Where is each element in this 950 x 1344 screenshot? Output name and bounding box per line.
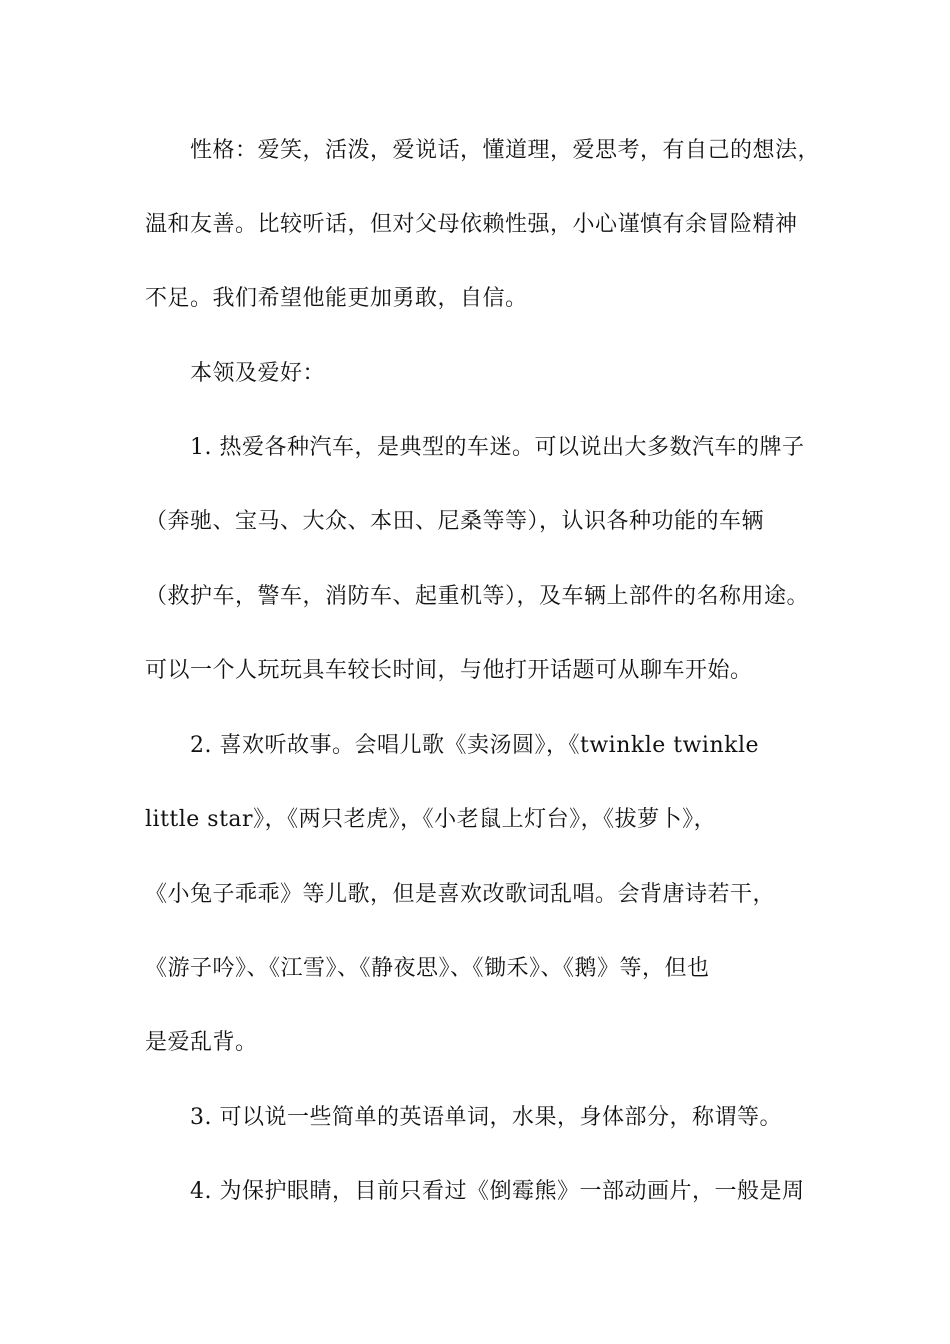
list-item-line: little star》，《两只老虎》，《小老鼠上灯台》，《拔萝卜》， <box>145 807 717 832</box>
paragraph-line: 温和友善。比较听话，但对父母依赖性强，小心谨慎有余冒险精神 <box>145 212 798 237</box>
paragraph-line: 不足。我们希望他能更加勇敢，自信。 <box>145 286 528 311</box>
list-item-line: 《游子吟》、《江雪》、《静夜思》、《锄禾》、《鹅》等，但也 <box>145 956 710 981</box>
section-heading: 本领及爱好： <box>190 361 326 386</box>
list-item-line: 1. 热爱各种汽车，是典型的车迷。可以说出大多数汽车的牌子 <box>190 435 805 460</box>
list-item-line: 《小兔子乖乖》等儿歌，但是喜欢改歌词乱唱。会背唐诗若干， <box>145 882 776 907</box>
list-item-line: 4. 为保护眼睛，目前只看过《倒霉熊》一部动画片，一般是周 <box>190 1179 805 1204</box>
paragraph-line: 性格：爱笑，活泼，爱说话，懂道理，爱思考，有自己的想法， <box>190 138 821 163</box>
list-item-line: （奔驰、宝马、大众、本田、尼桑等等），认识各种功能的车辆 <box>145 509 765 534</box>
list-item-line: 是爱乱背。 <box>145 1030 258 1055</box>
list-item-line: （救护车，警车，消防车、起重机等），及车辆上部件的名称用途。 <box>145 584 810 609</box>
list-item-line: 2. 喜欢听故事。会唱儿歌《卖汤圆》，《twinkle twinkle <box>190 733 760 758</box>
list-item-line: 3. 可以说一些简单的英语单词，水果，身体部分，称谓等。 <box>190 1105 782 1130</box>
list-item-line: 可以一个人玩玩具车较长时间，与他打开话题可从聊车开始。 <box>145 658 753 683</box>
